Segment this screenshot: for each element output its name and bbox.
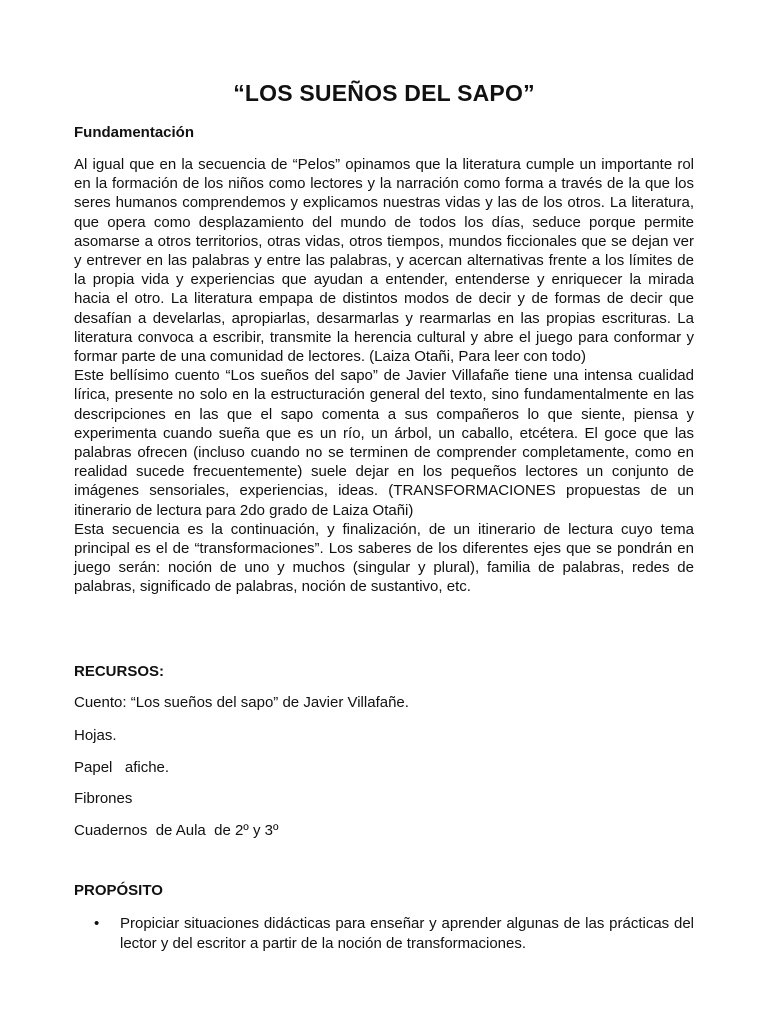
recurso-item-papel-afiche: Papel afiche. xyxy=(74,759,170,776)
fundamentacion-body xyxy=(74,155,694,597)
recurso-item-fibrones: Fibrones xyxy=(74,790,133,807)
list-item xyxy=(74,914,694,953)
document-title: “LOS SUEÑOS DEL SAPO” xyxy=(233,80,535,106)
fundamentacion-heading: Fundamentación xyxy=(74,124,195,141)
recurso-item-cuento: Cuento: “Los sueños del sapo” de Javier Villafañe. xyxy=(74,694,409,711)
proposito-list xyxy=(74,914,694,953)
fundamentacion-paragraph-2: Este bellísimo cuento “Los sueños del sapo” de Javier Villafañe tiene una intensa cualidad lírica, presente no solo en la estructuración general del texto, sino fundamentalmente en las descripciones en las que el sapo comenta a sus compañeros lo que siente, piensa y experimenta cuando sueña que es un río, un árbol, un caballo, etcétera. El goce que las palabras ofrecen (incluso cuando no se terminen de comprender completamente, como en realidad sucede frecuentemente) suele dejar en los pequeños lectores un conjunto de imágenes sensoriales, experiencias, ideas. (TRANSFORMACIONES propuestas de un itinerario de lectura para 2do grado de Laiza Otañi) xyxy=(74,367,694,519)
recursos-heading: RECURSOS: xyxy=(74,663,165,680)
recurso-item-cuadernos: Cuadernos de Aula de 2º y 3º xyxy=(74,822,279,839)
recurso-item-hojas: Hojas. xyxy=(74,727,117,744)
bullet-icon: • xyxy=(94,915,100,932)
fundamentacion-paragraph-3: Esta secuencia es la continuación, y finalización, de un itinerario de lectura cuyo tema principal es el de “transformaciones”. Los saberes de los diferentes ejes que se pondrán en juego serán: noción de uno y muchos (singular y plural), familia de palabras, redes de palabras, significado de palabras, noción de sustantivo, etc. xyxy=(74,520,694,596)
proposito-item-text: Propiciar situaciones didácticas para enseñar y aprender algunas de las prácticas del lector y del escritor a partir de la noción de transformaciones. xyxy=(120,915,694,952)
fundamentacion-paragraph-1: Al igual que en la secuencia de “Pelos” opinamos que la literatura cumple un importante rol en la formación de los niños como lectores y la narración como forma a través de la que los seres humanos comprendemos y explicamos nuestras vidas y las de los otros. La literatura, que opera como desplazamiento del mundo de todos los días, seduce porque permite asomarse a otros territorios, otras vidas, otros tiempos, mundos ficcionales que se dejan ver y entrever en las palabras y entre las palabras, y acercan alternativas frente a los límites de la propia vida y experiencias que ayudan a entender, entenderse y enriquecer la mirada hacia el otro. La literatura empapa de distintos modos de decir y de formas de decir que desafían a develarlas, apropiarlas, desarmarlas y rearmarlas en las propias escrituras. La literatura convoca a escribir, transmite la herencia cultural y abre el juego para conformar y formar parte de una comunidad de lectores. (Laiza Otañi, Para leer con todo) xyxy=(74,156,694,366)
proposito-heading: PROPÓSITO xyxy=(74,882,163,899)
